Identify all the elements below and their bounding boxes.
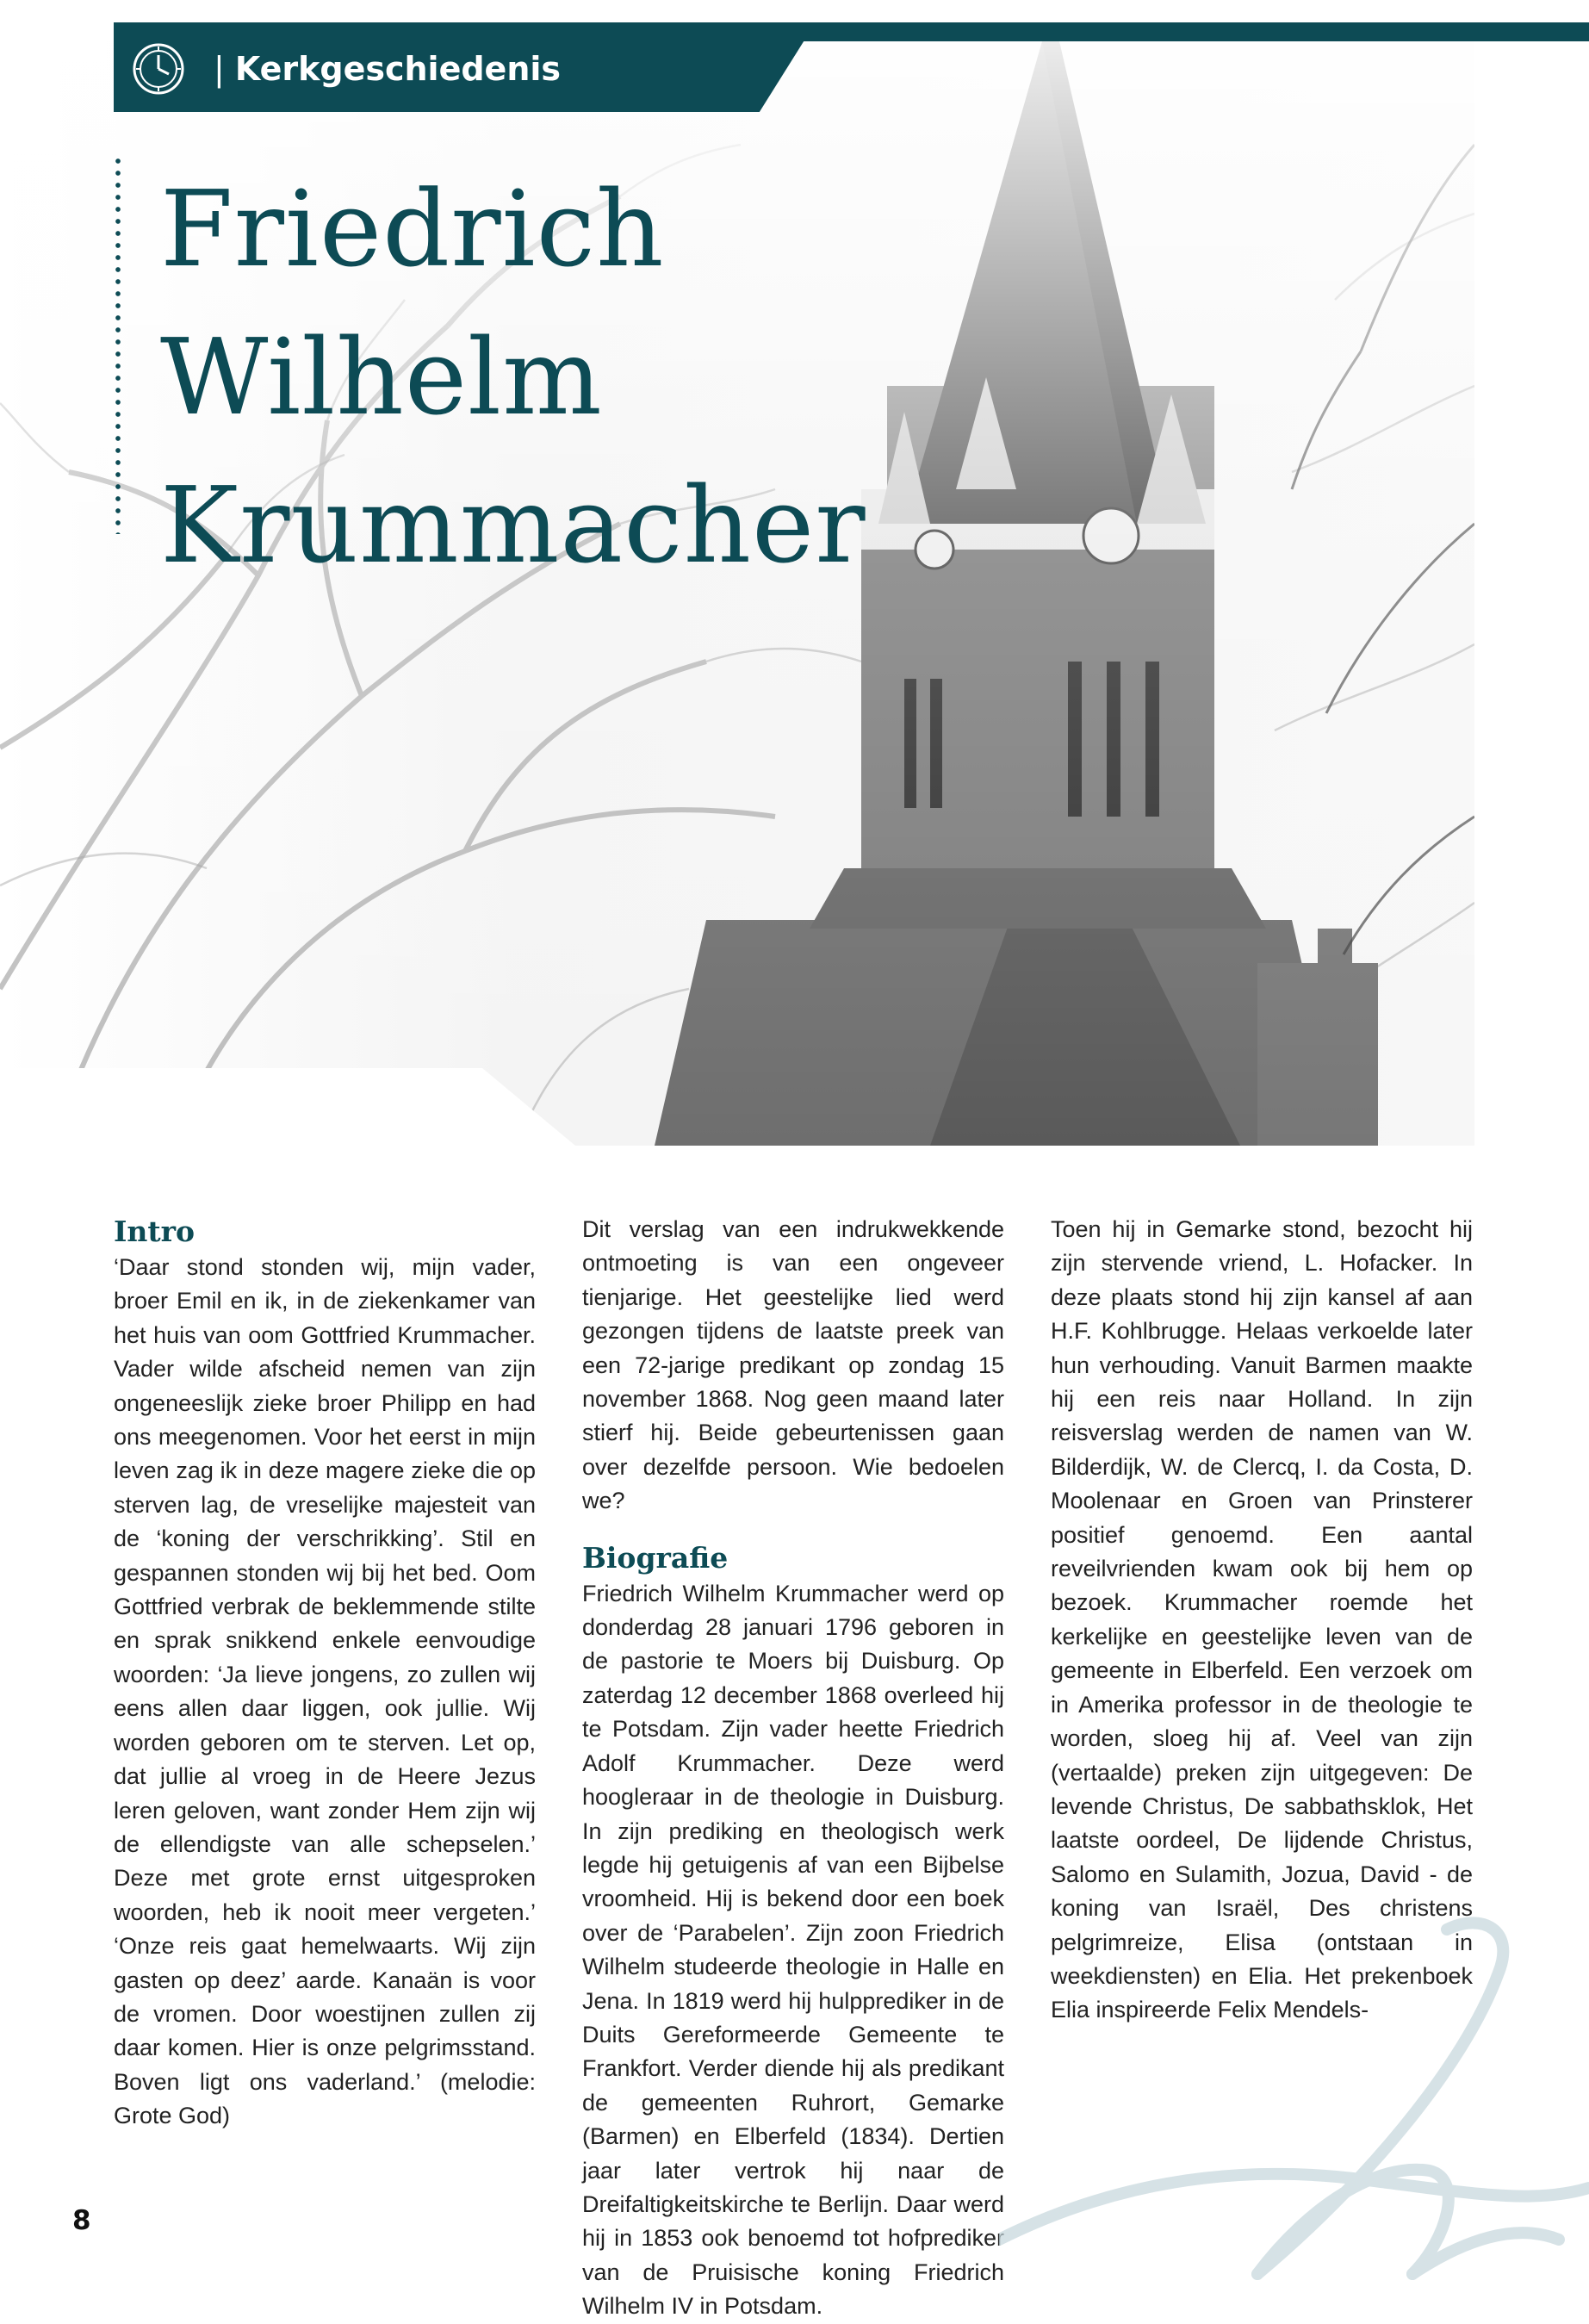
separator-bar: | [214, 50, 225, 88]
header-strip [775, 22, 1589, 41]
column-1 [114, 1213, 536, 2134]
biography-text-2: Toen hij in Gemarke stond, bezocht hij zijn stervende vriend, L. Hofacker. In deze plaats stond hij zijn kansel af aan H.F. Kohlbrugge. Helaas verkoelde later hun verhouding. Vanuit Barmen maakte hij een reis naar Holland. In zijn reisverslag werden de namen van W. Bilderdijk, W. de Clercq, I. da Costa, D. Moolenaar en Groen van Prinsterer positief genoemd. Een aantal reveilvrienden kwam ook bij hem op bezoek. Krummacher roemde het kerkelijke en geestelijke leven van de gemeente in Elberfeld. Een verzoek om in Amerika professor in de theologie te worden, sloeg hij af. Veel van zijn (vertaalde) preken zijn uitgegeven: De levende Christus, De sabbathsklok, Het laatste oordeel, De lijdende Christus, Salomo en Sulamith, Jozua, David - de koning van Israël, Des christens pelgrimreize, Elisa (ontstaan in weekdiensten) en Elia. Het prekenboek Elia inspireerde Felix Mendels- [1051, 1216, 1473, 2023]
article-title [160, 155, 935, 600]
column-3 [1051, 1213, 1473, 2028]
intro-continuation: Dit verslag van een indrukwekkende ontmoeting is van een ongeveer tienjarige. Het geestelijke lied werd gezongen tijdens de laatste preek van een 72-jarige predikant op zondag 15 november 1868. Nog geen maand later stierf hij. Beide gebeurtenissen gaan over dezelfde persoon. Wie bedoelen we? [582, 1216, 1004, 1514]
title-line-3: Krummacher [160, 464, 866, 587]
intro-heading: Intro [114, 1215, 196, 1248]
section-label [214, 43, 561, 95]
intro-text: ‘Daar stond stonden wij, mijn vader, broer Emil en ik, in de ziekenkamer van het huis van oom Gottfried Krummacher. Vader wilde afscheid nemen van zijn ongeneeslijk zieke broer Philipp en had ons meegenomen. Voor het eerst in mijn leven zag ik in deze magere zieke die op sterven lag, de vreselijke majesteit van de ‘koning der verschrikking’. Stil en gespannen stonden wij bij het bed. Oom Gottfried verbrak de beklemmende stilte en sprak snikkend enkele eenvoudige woorden: ‘Ja lieve jongens, zo zullen wij eens allen daar liggen, ook jullie. Wij worden geboren om te sterven. Let op, dat jullie al vroeg in de Heere Jezus leren geloven, want zonder Hem zijn wij de ellendigste van alle schepselen.’ Deze met grote ernst uitgesproken woorden, heb ik nooit meer vergeten.’ ‘Onze reis gaat hemelwaarts. Wij zijn gasten op deez’ aarde. Kanaän is voor de vromen. Door woestijnen zullen zij daar komen. Hier is onze pelgrimsstand. Boven ligt ons vaderland.’ (melodie: Grote God) [114, 1254, 536, 2129]
column-2 [582, 1213, 1004, 2324]
section-name: Kerkgeschiedenis [234, 50, 562, 88]
biography-heading: Biografie [582, 1540, 729, 1575]
dotted-rule [115, 155, 121, 534]
title-line-2: Wilhelm [160, 316, 603, 438]
page-number: 8 [72, 2205, 91, 2236]
clock-icon [131, 41, 186, 96]
biography-text: Friedrich Wilhelm Krummacher werd op donderdag 28 januari 1796 geboren in de pastorie te Moers bij Duisburg. Op zaterdag 12 december 1868 overleed hij te Potsdam. Zijn vader heette Friedrich Adolf Krummacher. Deze werd hoogleraar in de theologie in Duisburg. In zijn prediking en theologisch werk legde hij getuigenis af van een Bijbelse vroomheid. Hij is bekend door een boek over de ‘Parabelen’. Zijn zoon Friedrich Wilhelm studeerde theologie in Halle en Jena. In 1819 werd hij hulpprediker in de Duits Gereformeerde Gemeente te Frankfort. Verder diende hij als predikant de gemeenten Ruhrort, Gemarke (Barmen) en Elberfeld (1834). Dertien jaar later vertrok hij naar de Dreifaltigkeitskirche te Berlijn. Daar werd hij in 1853 ook benoemd tot hofprediker van de Pruisische koning Friedrich Wilhelm IV in Potsdam. [582, 1580, 1004, 2320]
title-line-1: Friedrich [160, 168, 665, 290]
